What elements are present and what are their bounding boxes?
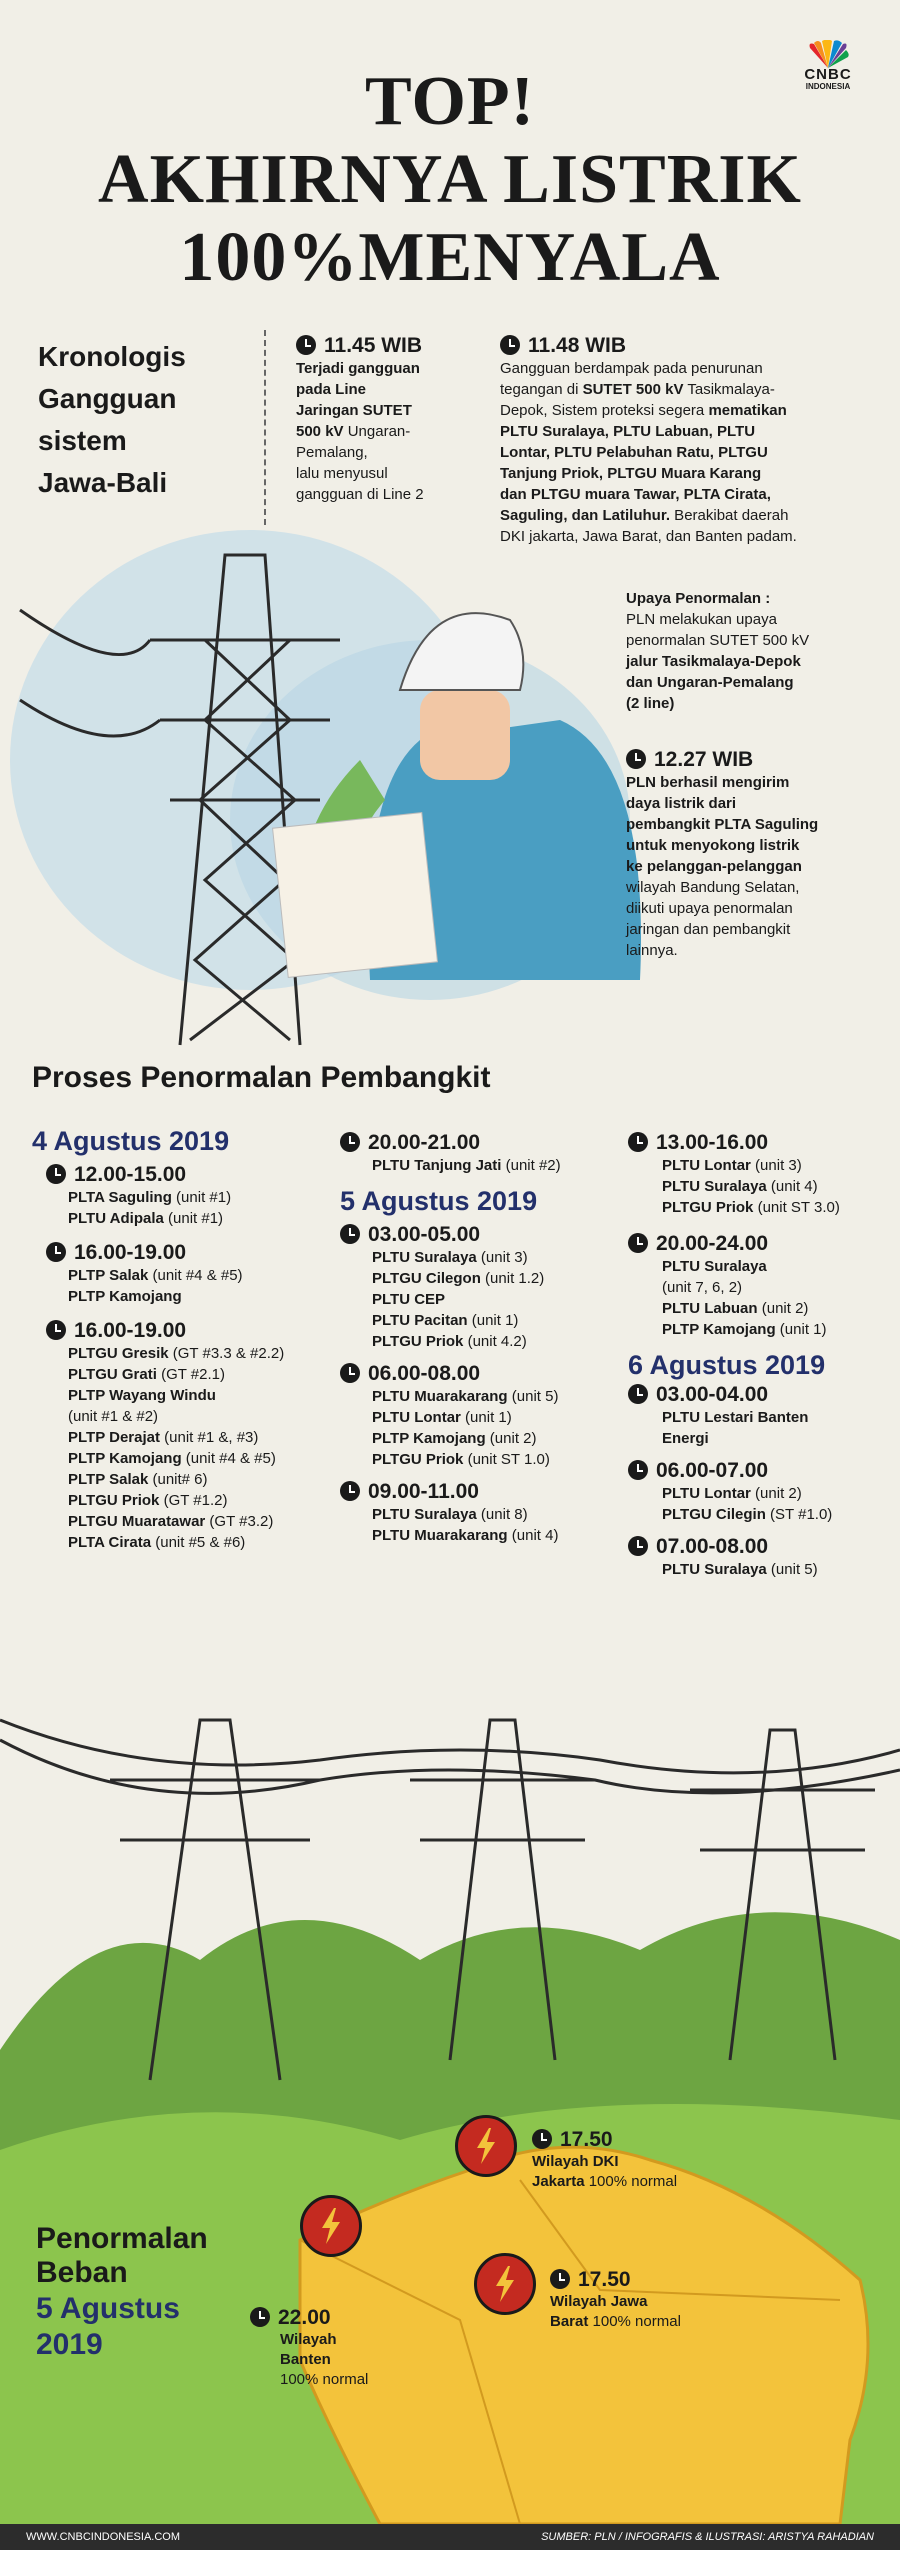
plant-unit: (unit #1 &, #3) [159,1429,259,1446]
plant-unit: (unit #1) [163,1210,224,1227]
divider [264,330,266,525]
event-1145 [296,334,486,505]
event-text: gangguan di Line 2 [296,486,424,503]
upaya-heading: Upaya Penormalan : [626,590,771,607]
plant-unit: (unit #4 & #5) [181,1450,276,1467]
region-time: 22.00 [278,2306,331,2329]
event-time: 12.27 WIB [654,748,754,771]
event-text: pada Line [296,381,367,398]
date-heading: 4 Agustus 2019 [32,1126,230,1156]
clock-icon [296,335,316,355]
plant-name: PLTP Kamojang [662,1321,776,1338]
plant-name: PLTA Cirata [68,1534,152,1551]
plant-unit: (unit #2) [501,1157,561,1174]
slot-time: 06.00-08.00 [368,1362,481,1385]
clock-icon [46,1320,66,1340]
region-text: Wilayah [280,2331,337,2348]
proses-heading: Proses Penormalan Pembangkit [32,1061,491,1094]
clock-icon [500,335,520,355]
beban-h2: Beban [36,2256,128,2289]
event-text: PLTU Suralaya, PLTU Labuan, PLTU [500,423,756,440]
footer-source: SUMBER: PLN / INFOGRAFIS & ILUSTRASI: ARISTYA RAHADIAN [541,2531,874,2543]
plant-unit: (unit #4 & #5) [148,1267,243,1284]
plant-name: PLTGU Cilegon [372,1270,481,1287]
plant-name: PLTU Pacitan [372,1312,468,1329]
plant-unit: (unit ST 3.0) [753,1199,840,1216]
event-text: Tanjung Priok, PLTGU Muara Karang [500,465,762,482]
plant-name: PLTU Muarakarang [372,1527,508,1544]
plant-name: PLTU Suralaya [662,1561,767,1578]
plant-unit: (unit 4.2) [463,1333,527,1350]
plant-unit: (ST #1.0) [765,1506,833,1523]
event-text: 500 kV [296,423,344,440]
plant-unit: (unit 4) [507,1527,559,1544]
plant-unit: (unit 5) [766,1561,818,1578]
plant-name: PLTU CEP [372,1291,446,1308]
plant-unit: (unit 3) [476,1249,528,1266]
beban-h1: Penormalan [36,2222,208,2255]
plant-name: PLTGU Priok [372,1451,464,1468]
clock-icon [46,1164,66,1184]
event-text: wilayah Bandung Selatan, [626,879,800,896]
plant-unit: (GT #1.2) [159,1492,228,1509]
plant-name: PLTP Salak [68,1267,149,1284]
plant-unit: (GT #3.3 & #2.2) [168,1345,285,1362]
plant-unit: (unit #1) [171,1189,232,1206]
clock-icon [46,1242,66,1262]
slot-time: 20.00-21.00 [368,1131,481,1154]
clock-icon [628,1132,648,1152]
plant-name: PLTU Tanjung Jati [372,1157,502,1174]
column-5-agustus [340,1131,640,1546]
plant-name: PLTGU Muaratawar [68,1513,206,1530]
slot-time: 20.00-24.00 [656,1232,769,1255]
event-text: untuk menyokong listrik [626,837,800,854]
plant-name: PLTGU Gresik [68,1345,169,1362]
plant-unit: (GT #2.1) [156,1366,225,1383]
event-text: SUTET 500 kV [582,381,684,398]
slot-time: 06.00-07.00 [656,1459,769,1482]
event-text: Ungaran- [343,423,411,440]
region-text: 100% normal [280,2371,369,2388]
event-text: Berakibat daerah [670,507,789,524]
plant-unit: (unit 7, 6, 2) [662,1279,743,1296]
plant-name: PLTGU Priok [372,1333,464,1350]
clock-icon [340,1481,360,1501]
slot-time: 16.00-19.00 [74,1241,187,1264]
plant-name: PLTU Adipala [68,1210,164,1227]
plant-unit: (unit #1 & #2) [68,1408,159,1425]
kronologis-l4: Jawa-Bali [38,467,168,498]
event-text: PLN berhasil mengirim [626,774,790,791]
plant-name: PLTU Suralaya [372,1249,477,1266]
event-text: Terjadi gangguan [296,360,420,377]
event-text: lainnya. [626,942,678,959]
upaya-text: penormalan SUTET 500 kV [626,632,810,649]
logo-brand: CNBC [804,66,852,83]
plant-unit: (unit# 6) [148,1471,208,1488]
plant-name: PLTP Kamojang [68,1450,182,1467]
plant-name: PLTGU Cilegin [662,1506,766,1523]
kronologis-l2: Gangguan [38,383,177,414]
page-title-line3: 100%MENYALA [179,219,721,296]
column-4-agustus [32,1126,342,1553]
kronologis-l3: sistem [38,425,127,456]
region-text: 100% normal [588,2313,681,2330]
plant-name: PLTU Lontar [372,1409,461,1426]
plant-name: PLTP Kamojang [68,1288,182,1305]
plant-unit: (unit 2) [485,1430,537,1447]
plant-unit: (unit 2) [750,1485,802,1502]
beban-h4: 2019 [36,2328,103,2361]
event-text: Depok, Sistem proteksi segera [500,402,709,419]
event-text: Gangguan berdampak pada penurunan [500,360,763,377]
plant-name: PLTU Suralaya [372,1506,477,1523]
column-6-agustus [628,1131,898,1580]
event-text: daya listrik dari [626,795,737,812]
region-dki [532,2128,677,2192]
plant-name: PLTU Suralaya [662,1258,767,1275]
plant-unit: (unit ST 1.0) [463,1451,550,1468]
plant-unit: (unit 3) [750,1157,802,1174]
plant-name: PLTU Lestari Banten [662,1409,809,1426]
event-time: 11.48 WIB [528,334,627,357]
kronologis-l1: Kronologis [38,341,186,372]
event-text: Tasikmalaya- [683,381,775,398]
slot-time: 12.00-15.00 [74,1163,187,1186]
plant-name: PLTU Muarakarang [372,1388,508,1405]
plant-name: PLTU Labuan [662,1300,758,1317]
plant-name: Energi [662,1430,709,1447]
region-time: 17.50 [560,2128,613,2151]
slot-time: 13.00-16.00 [656,1131,769,1154]
event-time: 11.45 WIB [324,334,423,357]
event-1148 [500,334,880,547]
region-time: 17.50 [578,2268,631,2291]
plant-name: PLTP Salak [68,1471,149,1488]
event-text: diikuti upaya penormalan [626,900,793,917]
kronologis-heading [38,336,186,504]
event-text: lalu menyusul [296,465,388,482]
upaya-text: (2 line) [626,695,675,712]
clock-icon [628,1460,648,1480]
region-text: Jakarta [532,2173,585,2190]
plant-unit: (unit 1) [460,1409,512,1426]
clock-icon [550,2269,570,2289]
event-text: DKI jakarta, Jawa Barat, dan Banten padam. [500,528,797,545]
slot-time: 03.00-05.00 [368,1223,481,1246]
plant-unit: (unit 1) [775,1321,827,1338]
plant-unit: (unit 8) [476,1506,528,1523]
event-text: Lontar, PLTU Pelabuhan Ratu, PLTGU [500,444,768,461]
clock-icon [250,2307,270,2327]
region-banten [250,2306,368,2390]
plant-unit: (GT #3.2) [205,1513,274,1530]
beban-h3: 5 Agustus [36,2292,180,2325]
clock-icon [626,749,646,769]
plant-name: PLTGU Grati [68,1366,157,1383]
page-title-line2: AKHIRNYA LISTRIK [98,141,802,218]
region-text: 100% normal [584,2173,678,2190]
date-heading: 5 Agustus 2019 [340,1186,538,1216]
plant-unit: (unit #5 & #6) [151,1534,246,1551]
region-text: Wilayah DKI [532,2153,619,2170]
plant-name: PLTU Suralaya [662,1178,767,1195]
upaya-text: PLN melakukan upaya [626,611,777,628]
slot-time: 09.00-11.00 [368,1480,479,1503]
region-text: Banten [280,2351,331,2368]
event-text: mematikan [708,402,787,419]
region-jabar [550,2268,681,2332]
slot-time: 03.00-04.00 [656,1383,769,1406]
region-text: Barat [550,2313,589,2330]
region-text: Wilayah Jawa [550,2293,648,2310]
bolt-icon [455,2115,517,2177]
plant-unit: (unit 4) [766,1178,818,1195]
plant-name: PLTGU Priok [662,1199,754,1216]
plant-name: PLTU Lontar [662,1485,751,1502]
event-1227 [626,748,866,961]
event-text: ke pelanggan-pelanggan [626,858,802,875]
clock-icon [340,1363,360,1383]
event-text: tegangan di [500,381,583,398]
event-text: Jaringan SUTET [296,402,412,419]
plant-name: PLTA Saguling [68,1189,172,1206]
plant-name: PLTP Derajat [68,1429,160,1446]
bolt-icon [300,2195,362,2257]
clock-icon [532,2129,552,2149]
page-title-line1: TOP! [365,63,535,140]
event-text: Saguling, dan Latiluhur. [500,507,671,524]
slot-time: 16.00-19.00 [74,1319,187,1342]
plant-unit: (unit 5) [507,1388,559,1405]
clock-icon [340,1224,360,1244]
slot-time: 07.00-08.00 [656,1535,769,1558]
plant-unit: (unit 1.2) [480,1270,545,1287]
clock-icon [340,1132,360,1152]
plant-unit: (unit 1) [467,1312,519,1329]
event-text: pembangkit PLTA Saguling [626,816,819,833]
upaya-text: dan Ungaran-Pemalang [626,674,794,691]
clock-icon [628,1384,648,1404]
plant-unit: (unit 2) [757,1300,809,1317]
beban-heading [36,2222,208,2362]
footer-site: WWW.CNBCINDONESIA.COM [26,2531,180,2543]
plant-name: PLTU Lontar [662,1157,751,1174]
event-text: Pemalang, [296,444,368,461]
plant-name: PLTGU Priok [68,1492,160,1509]
plant-name: PLTP Kamojang [372,1430,486,1447]
clock-icon [628,1233,648,1253]
event-text: jaringan dan pembangkit [626,921,791,938]
upaya-text: jalur Tasikmalaya-Depok [626,653,801,670]
logo-sub: INDONESIA [805,82,851,91]
plant-name: PLTP Wayang Windu [68,1387,216,1404]
footer [0,2524,900,2550]
date-heading: 6 Agustus 2019 [628,1350,826,1380]
clock-icon [628,1536,648,1556]
bolt-icon [474,2253,536,2315]
upaya-block [626,588,856,714]
towers-hills-illustration [0,1720,900,2524]
event-text: dan PLTGU muara Tawar, PLTA Cirata, [500,486,771,503]
